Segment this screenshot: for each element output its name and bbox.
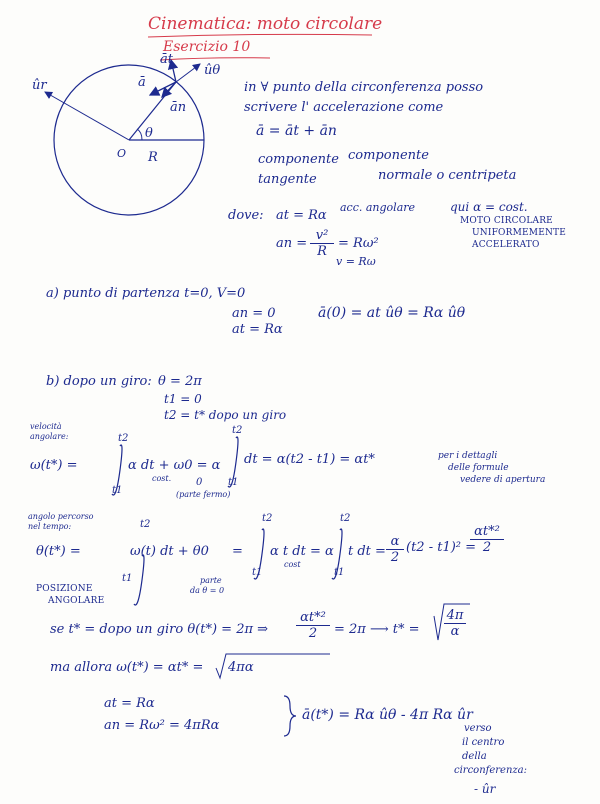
final-an: an = Rω² = 4πRα [104,718,220,733]
part-b-heading: b) dopo un giro: [46,374,152,389]
intro-line-2: scrivere l' accelerazione come [244,100,444,115]
starts-from-note-2: da θ = 0 [190,586,225,595]
fraction-numerator: α [386,534,404,550]
upper-limit-t2: t2 [118,433,129,444]
fraction-numerator: v² [310,228,334,244]
tangent-component-line-1: componente [258,152,339,167]
part-a-result: ā(0) = at ûθ = Rα ûθ [318,305,466,321]
theta-integral-2: α t dt = α [270,544,334,559]
an-zero: an = 0 [232,306,276,321]
direction-note-4: circonferenza: [454,765,527,776]
fraction-numerator: αt*² [296,610,330,626]
omega-integral-result: dt = α(t2 - t1) = αt* [244,452,375,467]
lower-limit-t1-b: t1 [228,477,239,488]
normal-component-line-1: componente [348,148,429,163]
fraction-denominator: R [317,244,327,259]
theta-integral: ω(t) dt + θ0 [130,544,209,559]
angular-velocity-label-2: angolare: [30,432,69,441]
omega0-value: 0 [196,477,203,488]
final-at: at = Rα [104,696,155,711]
angular-position-label-2: ANGOLARE [48,596,105,606]
starts-at-rest-note: (parte fermo) [176,490,231,499]
angular-acceleration-note: acc. angolare [340,201,416,214]
alpha-constant-note: qui α = cost. [450,200,528,214]
direction-note-1: verso [464,723,492,734]
upper-limit-t2-e: t2 [340,513,351,524]
then-omega-line: ma allora ω(t*) = αt* = [50,660,204,675]
final-acceleration-result: ā(t*) = Rα ûθ - 4π Rα ûr [302,707,473,723]
tangent-component-line-2: tangente [258,172,317,187]
a-label: ā [138,75,146,90]
v-definition: v = Rω [336,255,376,268]
motion-type-line-3: ACCELERATO [472,240,540,250]
equals-sign: = [232,544,243,559]
intro-line-1: in ∀ punto della circonferenza posso [244,80,484,95]
fraction-numerator: 4π [444,608,466,624]
at-label: āt [160,52,173,67]
origin-label: O [117,147,127,160]
fraction-denominator: 2 [308,626,318,641]
fraction-denominator: 2 [390,550,400,565]
omega-sqrt-value: 4πα [228,660,254,675]
angle-label-1: angolo percorso [28,512,94,521]
minus-ur: - ûr [474,782,496,796]
t1-zero: t1 = 0 [164,392,202,406]
upper-limit-t2-d: t2 [262,513,273,524]
fraction-denominator: α [450,624,460,639]
fraction-denominator: 2 [482,540,492,555]
angular-velocity-label-1: velocità [30,422,62,431]
tstar-expression: = 2π ⟶ t* = [334,622,420,637]
details-note-1: per i dettagli [438,451,498,461]
time-squared-term: (t2 - t1)² = [406,540,477,555]
angular-position-label-1: POSIZIONE [36,584,93,594]
exercise-subtitle: Esercizio 10 [163,39,251,55]
theta-two-pi: θ = 2π [158,374,202,389]
motion-type-line-1: MOTO CIRCOLARE [460,216,553,226]
omega-integral: α dt + ω0 = α [128,458,221,473]
at-value: at = Rα [232,322,283,337]
radius-label: R [148,150,158,165]
ur-label: ûr [32,78,47,93]
alpha-constant-tag: cost. [152,474,172,483]
acceleration-equation: ā = āt + ān [256,123,337,139]
lower-limit-t1-e: t1 [334,567,345,578]
motion-type-line-2: UNIFORMEMENTE [472,228,567,238]
part-a-heading: a) punto di partenza t=0, V=0 [46,286,246,301]
theta-label: θ [145,126,153,141]
details-note-2: delle formule [448,463,509,473]
direction-note-3: della [462,751,487,762]
angle-label-2: nel tempo: [28,522,72,531]
lower-limit-t1-d: t1 [252,567,263,578]
an-lhs: an = [276,236,308,251]
page-title: Cinematica: moto circolare [148,14,383,34]
one-turn-condition: se t* = dopo un giro θ(t*) = 2π ⇒ [50,622,269,637]
theta-integral-3: t dt = [348,544,386,559]
t2-one-turn: t2 = t* dopo un giro [164,408,287,422]
alpha-const-tag-2: cost [284,560,301,569]
starts-from-note-1: parte [200,576,222,585]
lower-limit-t1: t1 [112,485,123,496]
lower-limit-t1-c: t1 [122,573,133,584]
upper-limit-t2-b: t2 [232,425,243,436]
an-label: ān [170,100,187,115]
at-definition: at = Rα [276,208,327,223]
dove-label: dove: [228,208,264,223]
direction-note-2: il centro [462,737,505,748]
fraction-numerator: αt*² [470,524,504,540]
an-rhs: = Rω² [338,236,379,251]
omega-lhs: ω(t*) = [30,458,78,473]
theta-lhs: θ(t*) = [36,544,81,559]
details-note-3: vedere di apertura [460,475,546,485]
normal-component-line-2: normale o centripeta [378,168,517,183]
utheta-label: ûθ [204,63,221,78]
upper-limit-t2-c: t2 [140,519,151,530]
